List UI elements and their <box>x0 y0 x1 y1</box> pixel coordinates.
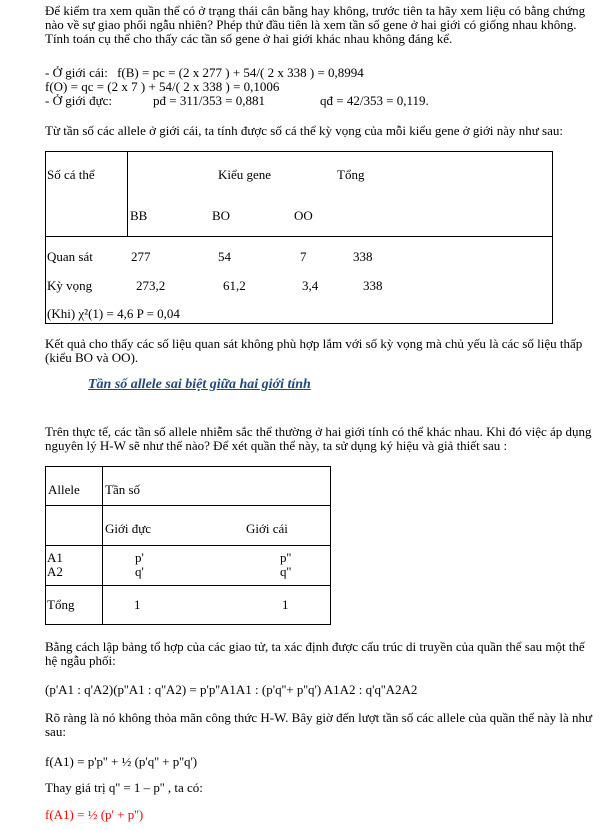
table1-chi-square: (Khi) χ²(1) = 4,6 P = 0,04 <box>47 306 180 321</box>
paragraph-2: Trên thực tế, các tần số allele nhiễm sắc thể thường ở hai giới tính có thể khác nhau. Khi đó việc áp dụng nguyên lý H-W sẽ như thế nào? Để xét quần thể này, ta sử dụng ký hiệu và giả thiết sau : <box>45 424 592 453</box>
intro-paragraph: Để kiểm tra xem quần thể có ở trạng thái cân bằng hay không, trước tiên ta hãy xem liệu có bằng chứng nào về sự giao phối ngẫu nhiên? Phép thử đầu tiên là xem tần số gene ở hai giới có giống nhau không. Tính toán cụ thể cho thấy các tần số gene ở hai giới khác nhau không đáng kể. <box>45 3 586 46</box>
table1-header-count: Số cá thể <box>47 167 95 182</box>
table2-p-male: p' <box>135 550 144 565</box>
female-fO: f(O) = qc = (2 x 7 ) + 54/( 2 x 338 ) = 0,1006 <box>45 79 280 94</box>
table2-col-female: Giới cái <box>246 521 288 536</box>
formula-genotype-structure: (p'A1 : q'A2)(p''A1 : q''A2) = p'p''A1A1 : (p'q''+ p''q') A1A2 : q'q''A2A2 <box>45 682 418 697</box>
table1-cell: 3,4 <box>302 278 319 293</box>
table1-row-label: Quan sát <box>47 249 93 264</box>
male-q: qđ = 42/353 = 0,119. <box>320 93 429 108</box>
female-label: - Ở giới cái: <box>45 65 108 80</box>
table1-col-bo: BO <box>212 208 231 223</box>
table2-col-male: Giới đực <box>105 521 152 536</box>
female-calc-line1 <box>45 66 364 80</box>
table1-cell: 338 <box>363 278 383 293</box>
table2-total-female: 1 <box>282 597 289 612</box>
table1-cell: 338 <box>353 249 373 264</box>
male-calc-line <box>45 93 429 108</box>
table1-col-oo: OO <box>294 208 313 223</box>
substitution-line: Thay giá trị q'' = 1 – p'' , ta có: <box>45 780 203 795</box>
table1-row-label: Kỳ vọng <box>47 278 93 293</box>
formula-allele-frequency: f(A1) = p'p'' + ½ (p'q'' + p''q') <box>45 754 198 769</box>
table1-lead: Từ tần số các allele ở giới cái, ta tính được số cá thể kỳ vọng của mỗi kiểu gene ở giới này như sau: <box>45 123 563 138</box>
table2-a1: A1 <box>47 550 63 565</box>
table2-total-male: 1 <box>134 597 141 612</box>
conclusion-paragraph: Kết quả cho thấy các số liệu quan sát không phù hợp lắm với số kỳ vọng mà chủ yếu là các số liệu thấp (kiểu BO và OO). <box>45 336 583 365</box>
table2-q-female: q'' <box>280 564 292 579</box>
female-fB: f(B) = pc = (2 x 277 ) + 54/( 2 x 338 ) = 0,8994 <box>117 65 364 80</box>
male-label: - Ở giới đực: <box>45 93 112 108</box>
table2-a2: A2 <box>47 564 63 579</box>
male-p: pđ = 311/353 = 0,881 <box>153 93 266 108</box>
paragraph-4: Rõ ràng là nó không thỏa mãn công thức H-W. Bây giờ đến lượt tần số các allele của quần thể này là như sau: <box>45 710 593 739</box>
table2-p-female: p'' <box>280 550 292 565</box>
table2-total-label: Tổng <box>47 597 75 612</box>
table2-header-freq: Tần số <box>105 482 141 497</box>
paragraph-3: Bằng cách lập bảng tổ hợp của các giao tử, ta xác định được cấu trúc di truyền của quần thể sau một thế hệ ngẫu phối: <box>45 639 585 668</box>
section-heading: Tần số allele sai biệt giữa hai giới tính <box>88 377 311 392</box>
table1-cell: 54 <box>218 249 231 264</box>
table1-cell: 273,2 <box>136 278 166 293</box>
table1-cell: 61,2 <box>223 278 246 293</box>
table2-header-allele: Allele <box>48 482 80 497</box>
table1-cell: 7 <box>300 249 307 264</box>
table1-cell: 277 <box>131 249 151 264</box>
table2-q-male: q' <box>135 564 144 579</box>
formula-result: f(A1) = ½ (p' + p'') <box>45 807 144 822</box>
table1-header-total: Tổng <box>337 167 365 182</box>
table1-header-genotype: Kiểu gene <box>218 167 272 182</box>
table1-col-bb: BB <box>130 208 148 223</box>
